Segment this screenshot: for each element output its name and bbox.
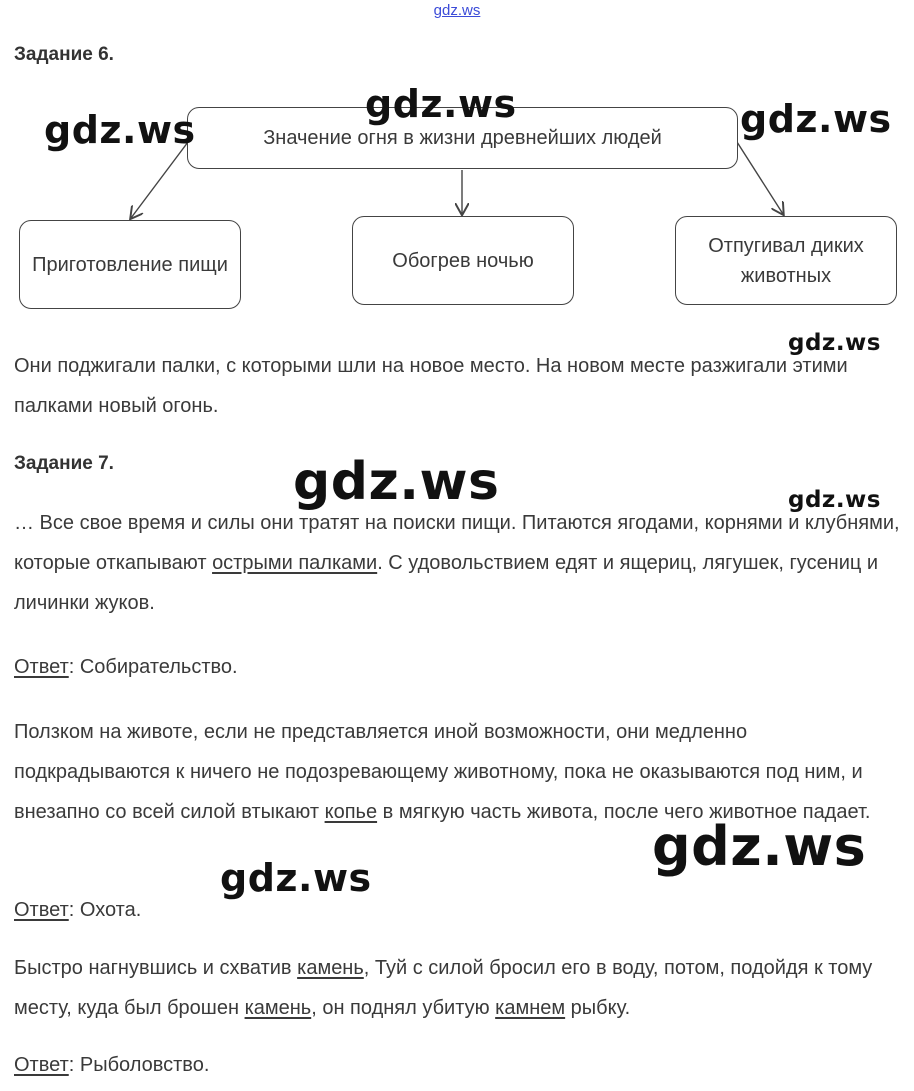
top-watermark-link[interactable]: gdz.ws (433, 2, 481, 19)
underlined-term: копье (324, 801, 378, 823)
diagram-child-label: Обогрев ночью (392, 249, 534, 272)
watermark: gdz.ws (788, 330, 881, 356)
task7-paragraph-3 (14, 948, 904, 1028)
text-segment: Ползком на животе, если не представляется иной возможности, они медленно подкрадываются к ничего не подозревающему животному, пока не оказываются под ним, и внезапно со всей силой втыкают (14, 721, 863, 823)
arrow-left (131, 142, 188, 218)
answer-text: : Охота. (68, 899, 142, 921)
answer-2 (14, 890, 904, 930)
answer-text: : Рыболовство. (68, 1054, 210, 1076)
answer-label: Ответ (14, 656, 69, 678)
watermark: gdz.ws (788, 487, 881, 513)
text-segment: рыбку. (565, 997, 631, 1019)
watermark: gdz.ws (652, 815, 867, 878)
watermark: gdz.ws (293, 452, 500, 512)
watermark: gdz.ws (740, 97, 892, 141)
text-segment: в мягкую часть живота, после чего животное падает. (377, 801, 871, 823)
answer-text: : Собирательство. (68, 656, 238, 678)
watermark: gdz.ws (44, 108, 196, 152)
task6-heading: Задание 6. (14, 44, 114, 65)
task7-paragraph-1 (14, 503, 904, 623)
underlined-term: камень (297, 957, 364, 979)
watermark: gdz.ws (365, 82, 517, 126)
answer-3 (14, 1045, 904, 1085)
underlined-term: камнем (495, 997, 566, 1019)
diagram-child-label: Приготовление пищи (32, 253, 228, 276)
answer-1 (14, 647, 904, 687)
text-segment: Быстро нагнувшись и схватив (14, 957, 298, 979)
watermark: gdz.ws (220, 856, 372, 900)
task6-paragraph: Они поджигали палки, с которыми шли на новое место. На новом месте разжигали этими палками новый огонь. (14, 355, 848, 417)
diagram-child-label: Отпугивал диких животных (708, 234, 864, 287)
answer-label: Ответ (14, 1054, 69, 1076)
underlined-term: острыми палками (212, 552, 378, 574)
text-segment: . С удовольствием едят и ящериц, лягушек, гусениц и личинки жуков. (14, 552, 879, 614)
arrow-right (737, 142, 783, 214)
underlined-term: камень (244, 997, 312, 1019)
diagram-root-label: Значение огня в жизни древнейших людей (263, 127, 662, 149)
diagram-child-box (19, 220, 241, 309)
answer-label: Ответ (14, 899, 69, 921)
diagram-child-box (352, 216, 574, 305)
task7-heading: Задание 7. (14, 453, 114, 474)
diagram-child-box (675, 216, 897, 305)
text-segment: … Все свое время и силы они тратят на поиски пищи. Питаются ягодами, корнями и клубнями, которые откапывают (14, 512, 900, 574)
task7-paragraph-2 (14, 712, 904, 832)
text-segment: , Туй с силой бросил его в воду, потом, подойдя к тому месту, куда был брошен (14, 957, 873, 1019)
text-segment: , он поднял убитую (311, 997, 496, 1019)
